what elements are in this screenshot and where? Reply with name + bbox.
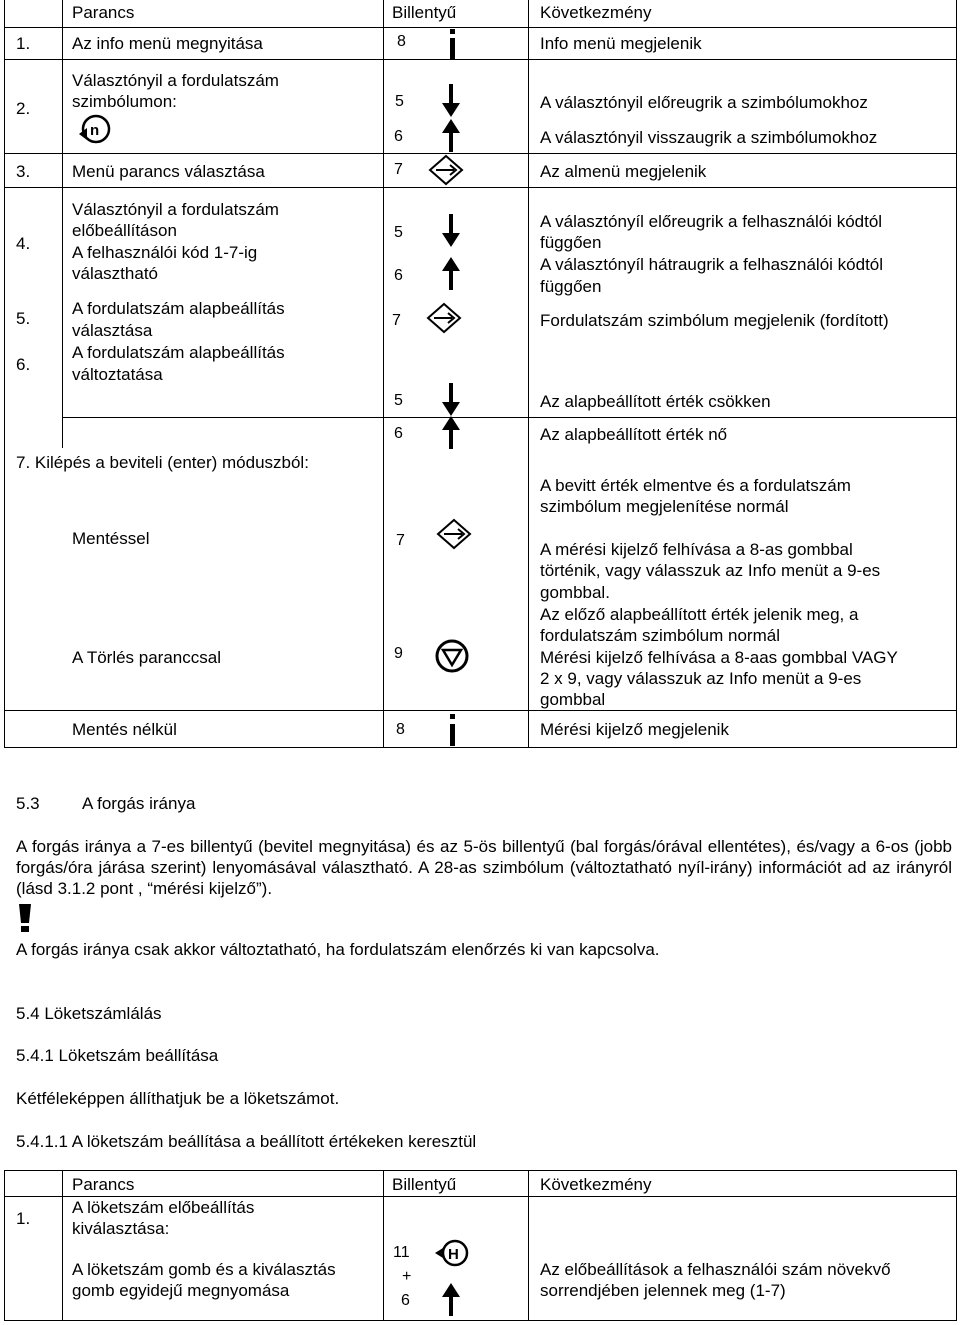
key-number: 11 [393, 1244, 410, 1261]
command-text: A löketszám előbeállítás [72, 1198, 255, 1217]
command-text: 7. Kilépés a beviteli (enter) móduszból: [16, 453, 309, 472]
result-text: fordulatszám szimbólum normál [540, 626, 780, 645]
result-text: gombbal [540, 690, 606, 709]
table1-rule [528, 0, 529, 748]
command-text: A fordulatszám alapbeállítás [72, 343, 285, 362]
section-title: A forgás iránya [82, 794, 196, 813]
command-text: kiválasztása: [72, 1219, 170, 1238]
table2-header-command: Parancs [72, 1175, 135, 1194]
delete-icon [434, 638, 470, 674]
key-number: 6 [394, 425, 403, 442]
arrow-up-icon [440, 415, 462, 449]
result-text: történik, vagy válasszuk az Info menüt a 9-es [540, 561, 881, 580]
row-number: 5. [16, 309, 31, 328]
arrow-up-icon [440, 256, 462, 290]
row-number: 4. [16, 234, 31, 253]
result-text: Az alapbeállított érték nő [540, 425, 728, 444]
result-text: Mérési kijelző megjelenik [540, 720, 729, 739]
table2-rule [528, 1170, 529, 1321]
table2-header-key: Billentyű [392, 1175, 457, 1194]
row-number: 2. [16, 99, 31, 118]
key-number: 7 [392, 312, 401, 329]
enter-icon [426, 154, 466, 186]
key-number: 9 [394, 645, 403, 662]
table2-rule [4, 1170, 5, 1321]
row-number: 1. [16, 1209, 31, 1228]
table1-rule [4, 187, 956, 188]
enter-icon [434, 518, 474, 550]
arrow-up-icon [440, 1282, 462, 1316]
result-text: A bevitt érték elmentve és a fordulatszám [540, 476, 851, 495]
intro-text: Kétféleképpen állíthatjuk be a löketszámot. [16, 1089, 340, 1108]
result-text: A mérési kijelző felhívása a 8-as gombbal [540, 540, 853, 559]
result-text: A választónyil előreugrik a szimbólumokhoz [540, 93, 868, 112]
table1-rule [4, 710, 956, 711]
section-heading: 5.4 Löketszámlálás [16, 1004, 162, 1023]
table2-rule [4, 1320, 956, 1321]
key-number: 5 [394, 392, 403, 409]
table2-rule [956, 1170, 957, 1321]
table1-header-command: Parancs [72, 3, 135, 22]
table1-rule [62, 417, 956, 418]
subsection-heading: 5.4.1 Löketszám beállítása [16, 1046, 219, 1065]
command-text: gomb egyidejű megnyomása [72, 1281, 290, 1300]
result-text: szimbólum megjelenítése normál [540, 497, 789, 516]
result-text: függően [540, 277, 602, 296]
table1-rule [4, 0, 5, 748]
table1-rule [4, 747, 956, 748]
table2-header-result: Következmény [540, 1175, 652, 1194]
row-number: 6. [16, 355, 31, 374]
result-text: Fordulatszám szimbólum megjelenik (fordított) [540, 311, 889, 330]
table1-rule [4, 27, 956, 28]
arrow-up-icon [440, 118, 462, 152]
command-text: A Törlés paranccsal [72, 648, 221, 667]
table2-rule [62, 1170, 63, 1321]
command-text: előbeállításon [72, 221, 177, 240]
svg-text:H: H [448, 1246, 459, 1263]
table2-rule [383, 1170, 384, 1321]
rpm-symbol-icon [78, 114, 112, 144]
result-text: Az alapbeállított érték csökken [540, 392, 771, 411]
table1-header-key: Billentyű [392, 3, 457, 22]
arrow-down-icon [440, 214, 462, 248]
key-number: 6 [394, 267, 403, 284]
key-number: 5 [395, 93, 404, 110]
warning-text: A forgás iránya csak akkor változtatható, ha fordulatszám elenőrzés ki van kapcsolva. [16, 940, 660, 959]
table1-rule [62, 0, 63, 448]
command-text: Mentéssel [72, 529, 150, 548]
info-icon [446, 713, 460, 747]
command-text: változtatása [72, 365, 163, 384]
key-number: 7 [396, 532, 405, 549]
row-number: 3. [16, 162, 31, 181]
section-paragraph: A forgás iránya a 7-es billentyű (bevitel megnyitása) és az 5-ös billentyű (bal forgás/órával ellentétes), és/vagy a 6-os (jobb forgás/óra járása szerint) lenyomásával választható. A 28-as szimbólum (változtatható nyíl-irány) információt ad az irányról (lásd 3.1.2 pont , “mérési kijelző”). [16, 837, 952, 898]
command-text: A fordulatszám alapbeállítás [72, 299, 285, 318]
command-text: A löketszám gomb és a kiválasztás [72, 1260, 336, 1279]
result-text: A választónyil visszaugrik a szimbólumokhoz [540, 128, 878, 147]
result-text: gombbal. [540, 583, 610, 602]
subsubsection-heading: 5.4.1.1 A löketszám beállítása a beállított értékeken keresztül [16, 1132, 477, 1151]
plus-sign: + [402, 1268, 412, 1285]
command-text: Menü parancs választása [72, 162, 265, 181]
result-text: Mérési kijelző felhívása a 8-aas gombbal VAGY [540, 648, 898, 667]
key-number: 8 [396, 721, 405, 738]
key-number: 8 [397, 33, 406, 50]
command-text: Az info menü megnyitása [72, 34, 263, 53]
info-icon [446, 28, 460, 60]
command-text: Választónyil a fordulatszám [72, 71, 279, 90]
result-text: A választónyíl előreugrik a felhasználói kódtól [540, 212, 883, 231]
arrow-down-icon [440, 383, 462, 417]
result-text: Az előbeállítások a felhasználói szám növekvő [540, 1260, 891, 1279]
command-text: szimbólumon: [72, 92, 177, 111]
command-text: választása [72, 321, 153, 340]
key-number: 7 [394, 161, 403, 178]
command-text: A felhasználói kód 1-7-ig [72, 243, 258, 262]
key-number: 6 [394, 128, 403, 145]
result-text: 2 x 9, vagy válasszuk az Info menüt a 9-es [540, 669, 862, 688]
enter-icon [424, 302, 464, 334]
svg-text:n: n [90, 122, 100, 139]
result-text: Az előző alapbeállított érték jelenik meg, a [540, 605, 859, 624]
command-text: választható [72, 264, 158, 283]
command-text: Választónyil a fordulatszám [72, 200, 279, 219]
result-text: A választónyíl hátraugrik a felhasználói kódtól [540, 255, 884, 274]
result-text: függően [540, 233, 602, 252]
result-text: Az almenü megjelenik [540, 162, 707, 181]
key-number: 5 [394, 224, 403, 241]
arrow-down-icon [440, 84, 462, 118]
result-text: Info menü megjelenik [540, 34, 702, 53]
warning-icon [16, 903, 34, 933]
table1-rule [383, 0, 384, 748]
table1-header-result: Következmény [540, 3, 652, 22]
row-number: 1. [16, 34, 31, 53]
result-text: sorrendjében jelennek meg (1-7) [540, 1281, 786, 1300]
stroke-counter-icon [434, 1238, 470, 1268]
section-number: 5.3 [16, 794, 40, 813]
key-number: 6 [401, 1292, 410, 1309]
table1-rule [956, 0, 957, 748]
command-text: Mentés nélkül [72, 720, 177, 739]
table2-rule [4, 1170, 956, 1171]
table1-rule [4, 153, 956, 154]
table1-rule [4, 59, 956, 60]
